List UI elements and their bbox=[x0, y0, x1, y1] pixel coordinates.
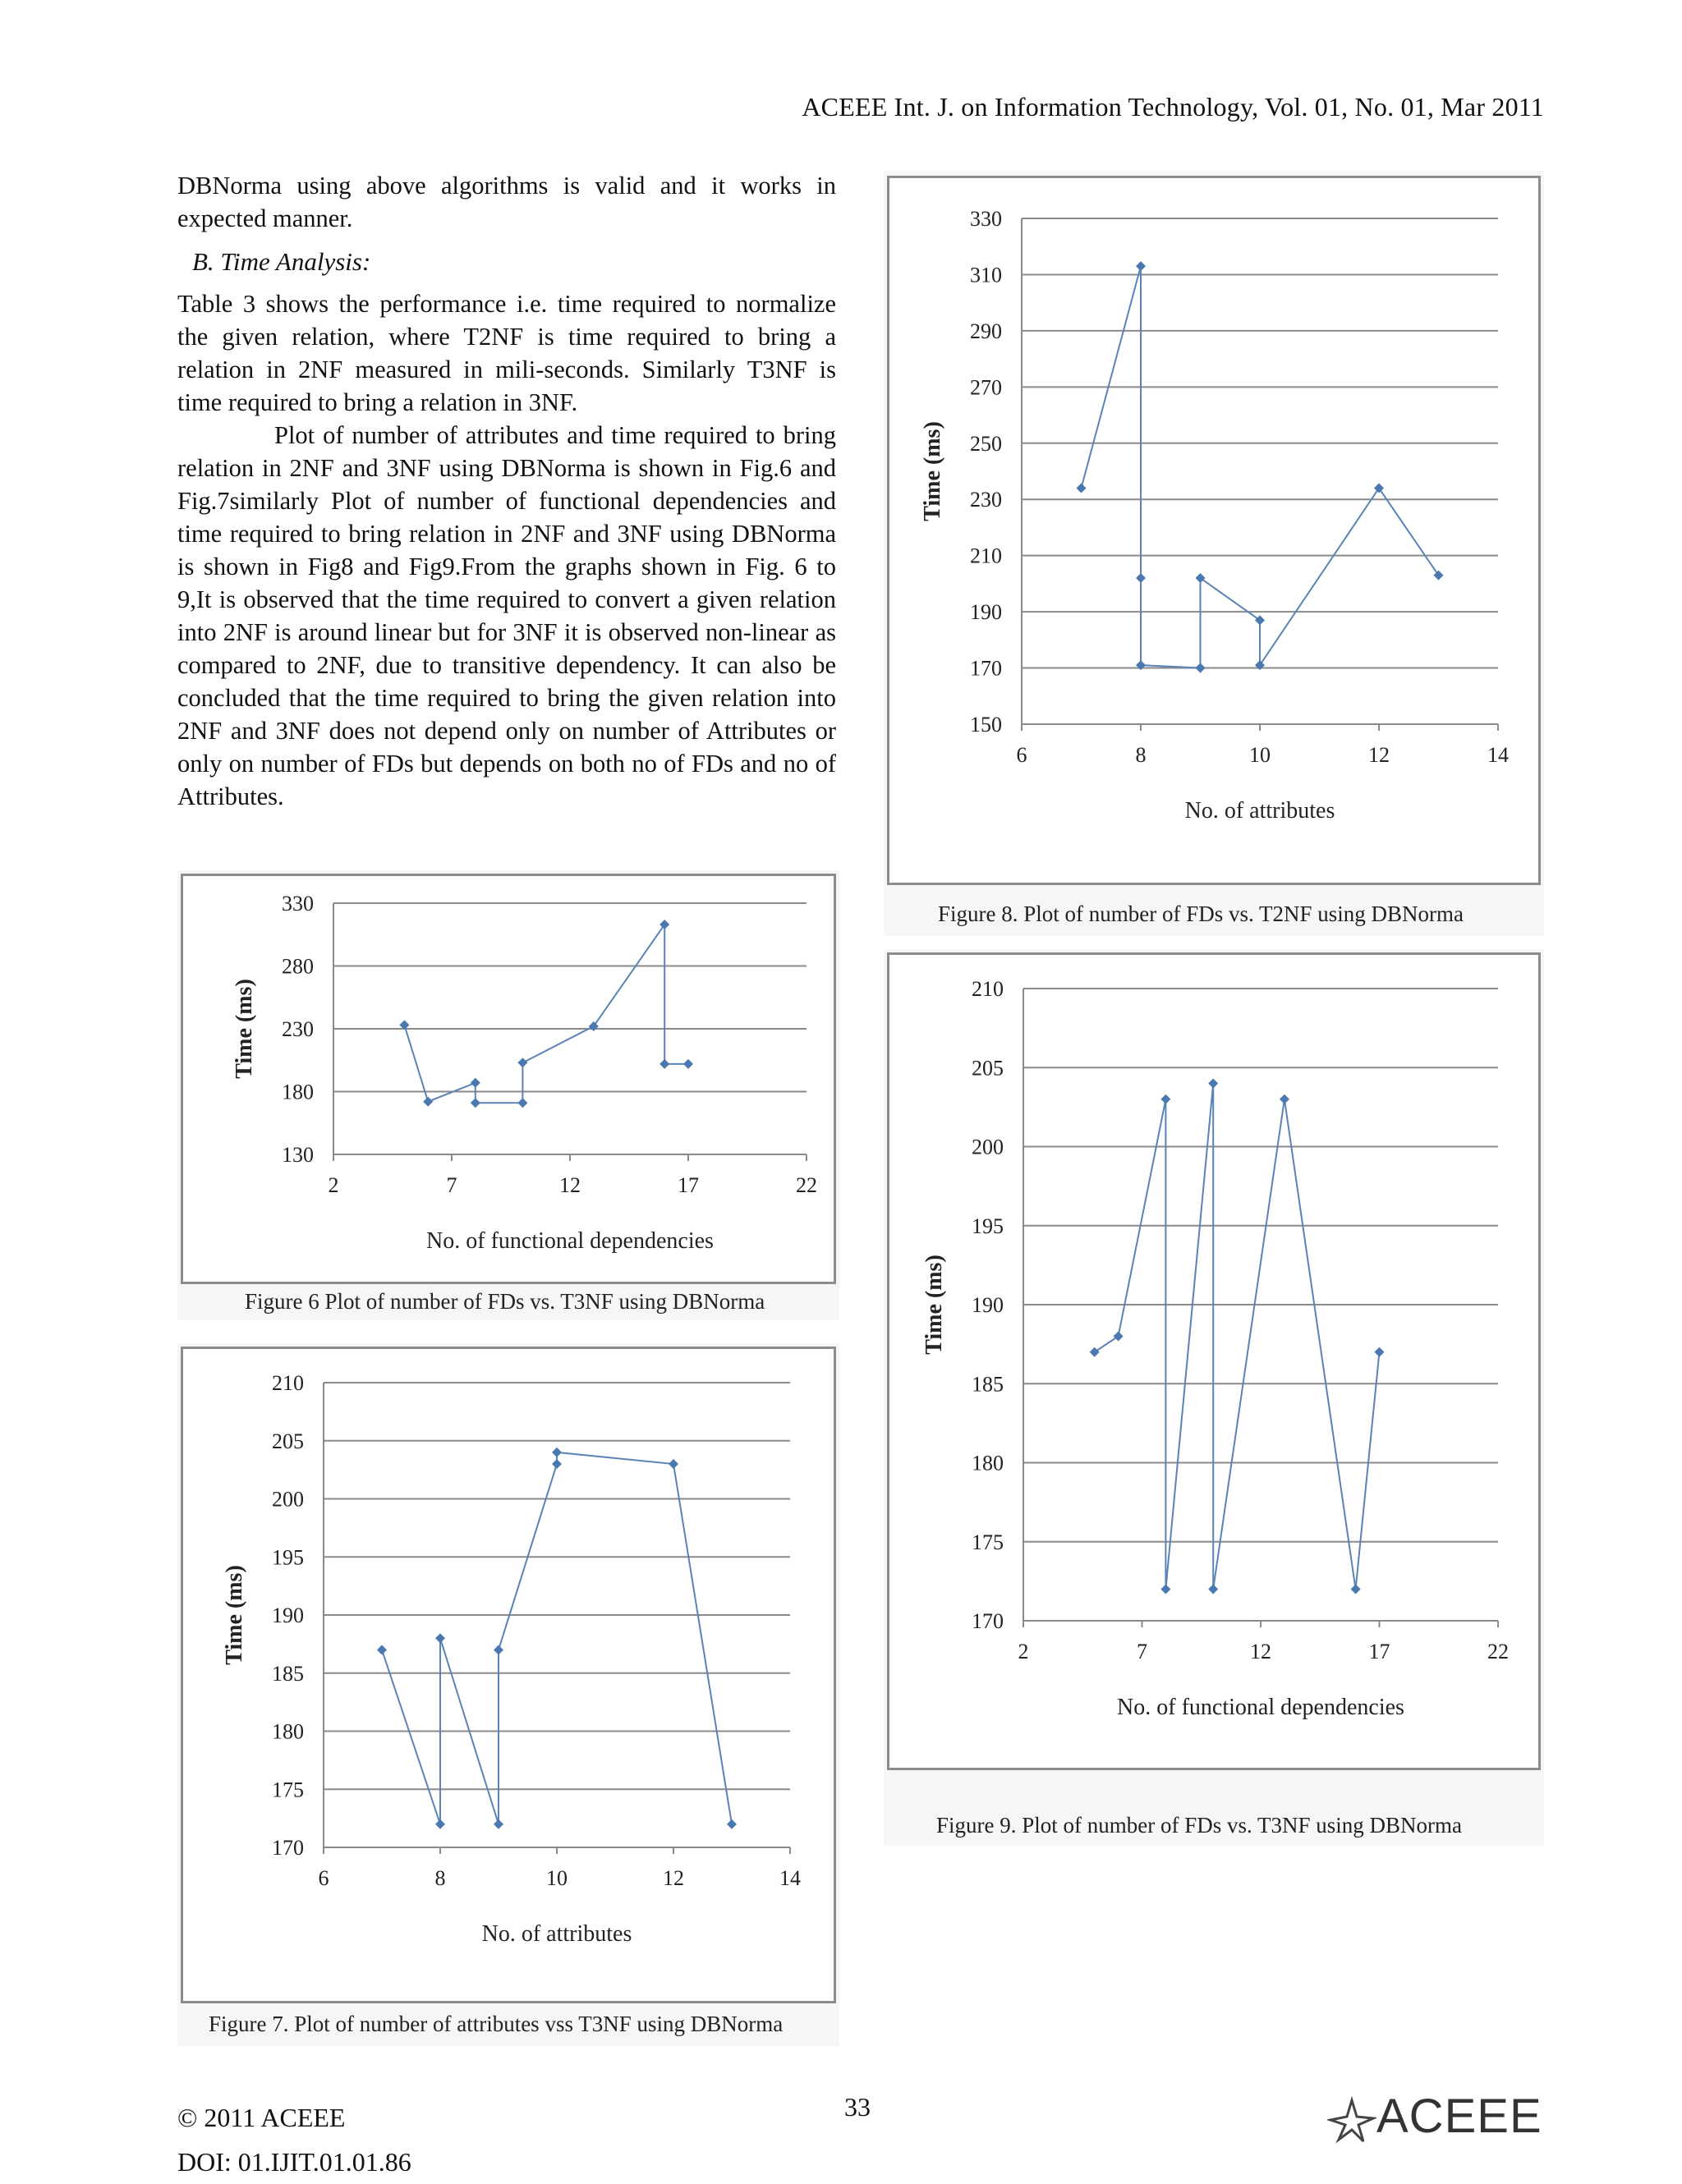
figure-8-chart bbox=[884, 171, 1544, 936]
x-tick-label: 2 bbox=[328, 1173, 339, 1197]
logo-text: ACEEE bbox=[1376, 2090, 1542, 2143]
data-point bbox=[471, 1098, 480, 1108]
y-tick-label: 185 bbox=[272, 1661, 304, 1686]
y-tick-label: 330 bbox=[282, 892, 314, 915]
data-point bbox=[1136, 261, 1146, 271]
figure-9-caption: Figure 9. Plot of number of FDs vs. T3NF using DBNorma bbox=[936, 1813, 1463, 1838]
figure-6 bbox=[177, 870, 839, 1320]
figure-7 bbox=[177, 1343, 839, 2046]
data-point bbox=[517, 1098, 527, 1108]
figure-9-chart bbox=[884, 949, 1544, 1846]
y-tick-label: 330 bbox=[970, 207, 1002, 231]
data-point bbox=[669, 1459, 678, 1469]
x-tick-label: 17 bbox=[1368, 1640, 1390, 1663]
figure-7-chart bbox=[177, 1343, 839, 2046]
y-tick-label: 290 bbox=[970, 319, 1002, 343]
y-tick-label: 190 bbox=[972, 1293, 1004, 1317]
y-tick-label: 205 bbox=[272, 1429, 304, 1453]
y-tick-label: 180 bbox=[972, 1451, 1004, 1475]
y-tick-label: 175 bbox=[272, 1778, 304, 1802]
data-point bbox=[1255, 615, 1265, 625]
data-point bbox=[1208, 1079, 1218, 1089]
y-tick-label: 250 bbox=[970, 431, 1002, 456]
data-point bbox=[1280, 1094, 1289, 1104]
x-axis-title: No. of functional dependencies bbox=[1117, 1695, 1404, 1720]
y-axis-title: Time (ms) bbox=[222, 1565, 247, 1665]
journal-header: ACEEE Int. J. on Information Technology, Vol. 01, No. 01, Mar 2011 bbox=[802, 92, 1544, 122]
section-subheading: B. Time Analysis: bbox=[192, 247, 371, 276]
x-tick-label: 14 bbox=[1487, 743, 1509, 767]
series-line bbox=[382, 1452, 732, 1824]
y-tick-label: 190 bbox=[970, 600, 1002, 625]
data-point bbox=[1077, 484, 1087, 493]
data-point bbox=[552, 1459, 562, 1469]
data-point bbox=[1136, 573, 1146, 583]
y-tick-label: 210 bbox=[272, 1371, 304, 1395]
x-tick-label: 17 bbox=[678, 1173, 699, 1197]
y-tick-label: 210 bbox=[972, 977, 1004, 1001]
x-tick-label: 10 bbox=[1249, 743, 1271, 767]
x-tick-label: 6 bbox=[1016, 743, 1027, 767]
y-axis-title: Time (ms) bbox=[920, 421, 945, 521]
intro-paragraph: DBNorma using above algorithms is valid and it works in expected manner. bbox=[177, 172, 836, 232]
y-tick-label: 210 bbox=[970, 544, 1002, 568]
data-point bbox=[423, 1097, 433, 1107]
figure-6-chart bbox=[177, 870, 839, 1320]
y-tick-label: 130 bbox=[282, 1143, 314, 1167]
paragraph-2: Plot of number of attributes and time required to bring relation in 2NF and 3NF using DBNorma is shown in Fig.6 and Fig.7similarly Plot of number of functional dependencies and time required to bring relation in 2NF and 3NF using DBNorma is shown in Fig8 and Fig9.From the graphs shown in Fig. 6 to 9,It is observed that the time required to convert a given relation into 2NF is around linear but for 3NF it is observed non-linear as compared to 2NF, due to transitive dependency. It can also be concluded that the time required to bring the given relation into 2NF and 3NF does not depend only on number of Attributes or only on number of FDs but depends on both no of FDs and no of Attributes. bbox=[177, 421, 836, 810]
y-tick-label: 170 bbox=[970, 656, 1002, 681]
data-point bbox=[517, 1058, 527, 1067]
y-tick-label: 175 bbox=[972, 1530, 1004, 1554]
x-tick-label: 6 bbox=[318, 1866, 329, 1890]
aceee-logo bbox=[1327, 2090, 1549, 2143]
y-tick-label: 200 bbox=[972, 1135, 1004, 1159]
paragraph-1: Table 3 shows the performance i.e. time required to normalize the given relation, where T2NF is time required to bring a relation in 2NF measured in mili-seconds. Similarly T3NF is time required to bring a relation in 3NF. bbox=[177, 290, 836, 416]
x-axis-title: No. of attributes bbox=[481, 1921, 632, 1947]
x-tick-label: 8 bbox=[434, 1866, 446, 1890]
y-tick-label: 150 bbox=[970, 713, 1002, 736]
x-tick-label: 7 bbox=[446, 1173, 457, 1197]
figure-8-caption: Figure 8. Plot of number of FDs vs. T2NF using DBNorma bbox=[938, 902, 1464, 926]
x-tick-label: 12 bbox=[559, 1173, 581, 1197]
series-line bbox=[1095, 1084, 1380, 1590]
x-tick-label: 12 bbox=[663, 1866, 684, 1890]
data-point bbox=[377, 1645, 387, 1654]
data-point bbox=[589, 1021, 599, 1031]
y-tick-label: 230 bbox=[282, 1017, 314, 1041]
x-tick-label: 12 bbox=[1250, 1640, 1271, 1663]
x-tick-label: 7 bbox=[1137, 1640, 1147, 1663]
data-point bbox=[435, 1819, 445, 1829]
figure-9 bbox=[884, 949, 1544, 1846]
data-point bbox=[1196, 663, 1206, 673]
y-tick-label: 185 bbox=[972, 1372, 1004, 1397]
data-point bbox=[659, 920, 669, 929]
x-axis-title: No. of functional dependencies bbox=[426, 1228, 714, 1254]
y-tick-label: 190 bbox=[272, 1604, 304, 1627]
data-point bbox=[1114, 1332, 1124, 1342]
data-point bbox=[494, 1645, 503, 1654]
y-tick-label: 230 bbox=[970, 488, 1002, 512]
doi: DOI: 01.IJIT.01.01.86 bbox=[177, 2147, 411, 2177]
data-point bbox=[1208, 1585, 1218, 1594]
data-point bbox=[552, 1448, 562, 1457]
y-tick-label: 310 bbox=[970, 263, 1002, 287]
x-tick-label: 14 bbox=[779, 1866, 801, 1890]
y-tick-label: 280 bbox=[282, 954, 314, 979]
y-tick-label: 195 bbox=[972, 1214, 1004, 1238]
x-tick-label: 12 bbox=[1368, 743, 1390, 767]
y-tick-label: 200 bbox=[272, 1487, 304, 1512]
y-tick-label: 180 bbox=[272, 1719, 304, 1744]
copyright: © 2011 ACEEE bbox=[177, 2103, 346, 2132]
data-point bbox=[471, 1078, 480, 1088]
y-tick-label: 170 bbox=[972, 1609, 1004, 1633]
data-point bbox=[1196, 573, 1206, 583]
y-tick-label: 205 bbox=[972, 1056, 1004, 1081]
data-point bbox=[683, 1059, 693, 1069]
page-number: 33 bbox=[844, 2092, 871, 2122]
y-axis-title: Time (ms) bbox=[921, 1255, 947, 1355]
x-tick-label: 8 bbox=[1135, 743, 1147, 767]
figure-6-caption: Figure 6 Plot of number of FDs vs. T3NF using DBNorma bbox=[245, 1289, 765, 1314]
left-column-text bbox=[177, 169, 836, 813]
x-tick-label: 22 bbox=[796, 1173, 817, 1197]
figure-7-caption: Figure 7. Plot of number of attributes vss T3NF using DBNorma bbox=[209, 2012, 784, 2036]
x-tick-label: 22 bbox=[1487, 1640, 1509, 1663]
data-point bbox=[1160, 1585, 1170, 1594]
data-point bbox=[1160, 1094, 1170, 1104]
figure-8 bbox=[884, 171, 1544, 936]
data-point bbox=[1375, 1347, 1385, 1357]
data-point bbox=[1090, 1347, 1100, 1357]
data-point bbox=[494, 1819, 503, 1829]
data-point bbox=[727, 1819, 737, 1829]
star-logo-icon bbox=[1327, 2095, 1376, 2145]
y-tick-label: 170 bbox=[272, 1836, 304, 1860]
y-tick-label: 180 bbox=[282, 1080, 314, 1104]
y-tick-label: 195 bbox=[272, 1545, 304, 1570]
x-axis-title: No. of attributes bbox=[1184, 798, 1335, 824]
series-line bbox=[404, 925, 688, 1103]
x-tick-label: 2 bbox=[1018, 1640, 1029, 1663]
data-point bbox=[659, 1059, 669, 1069]
data-point bbox=[435, 1633, 445, 1643]
data-point bbox=[1351, 1585, 1361, 1594]
y-axis-title: Time (ms) bbox=[232, 979, 257, 1079]
data-point bbox=[1434, 571, 1444, 580]
data-point bbox=[1374, 484, 1384, 493]
x-tick-label: 10 bbox=[546, 1866, 568, 1890]
series-line bbox=[1082, 266, 1439, 668]
y-tick-label: 270 bbox=[970, 375, 1002, 400]
footer-left bbox=[177, 2095, 411, 2184]
